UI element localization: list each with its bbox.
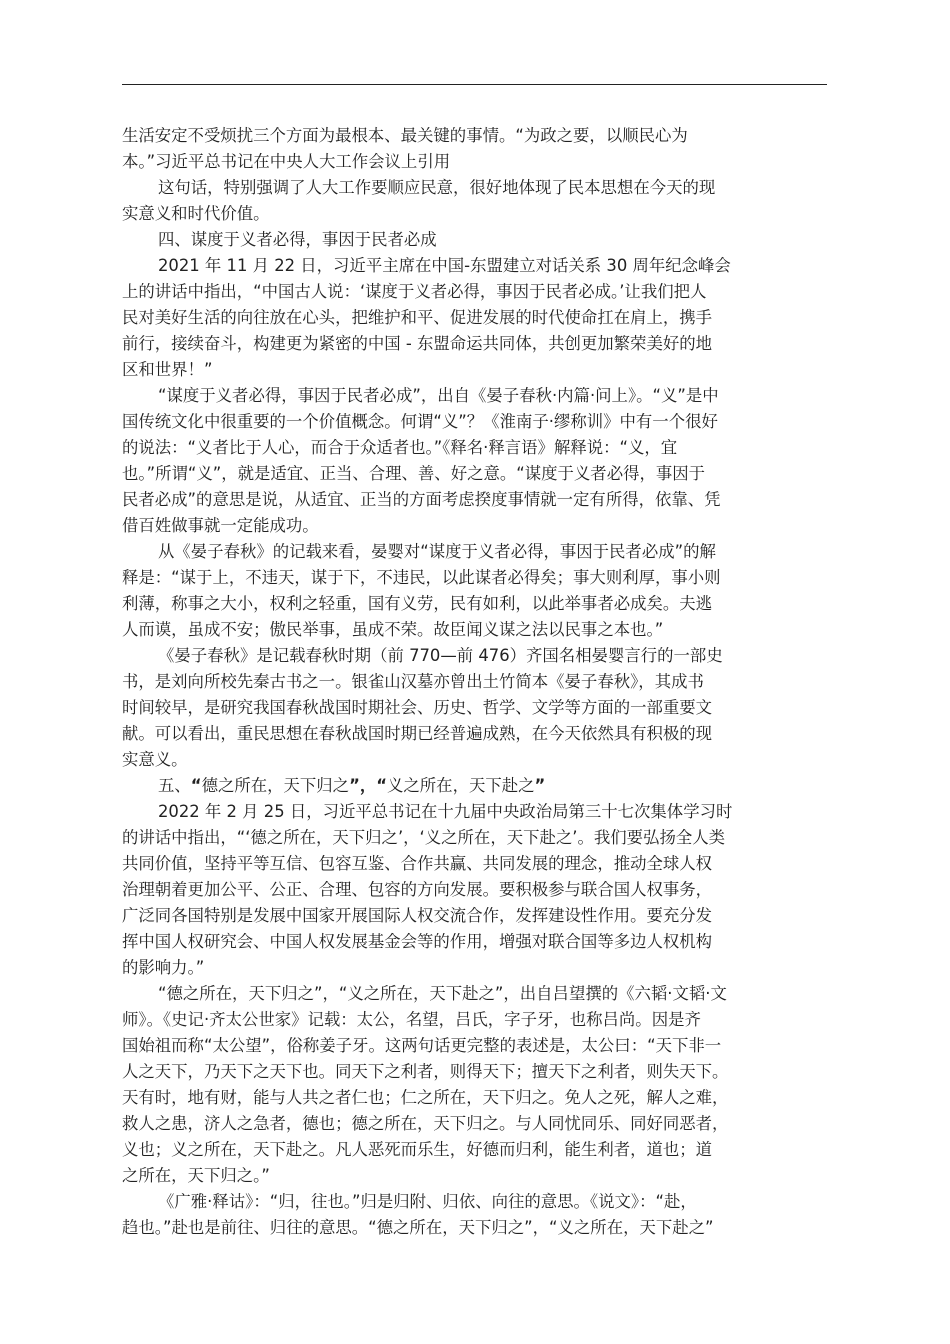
text-line: 民对美好生活的向往放在心头，把维护和平、促进发展的时代使命扛在肩上，携手 (122, 308, 713, 327)
text-line: 共同价值，坚持平等互信、包容互鉴、合作共赢、共同发展的理念，推动全球人权 (122, 854, 713, 873)
text-line: 献。可以看出，重民思想在春秋战国时期已经普遍成熟，在今天依然具有积极的现 (122, 724, 713, 743)
text-line: 2022 年 2 月 25 日，习近平总书记在十九届中央政治局第三十七次集体学习时 (158, 802, 733, 821)
text-line: 之所在，天下归之。” (122, 1166, 270, 1185)
text-line: 的影响力。” (122, 958, 205, 977)
text-line: 实意义和时代价值。 (122, 204, 270, 223)
quote-open: “ (190, 776, 202, 795)
text-line: “谋度于义者必得，事因于民者必成”，出自《晏子春秋·内篇·问上》。“义”是中 (158, 386, 719, 405)
quote-separator: ”，“ (349, 776, 388, 795)
section-prefix: 五、 (158, 776, 191, 795)
quote-close: ” (534, 776, 546, 795)
header-rule (122, 84, 827, 85)
text-line: 天有时，地有财，能与人共之者仁也；仁之所在，天下归之。免人之死，解人之难， (122, 1088, 729, 1107)
text-line: 四、谋度于义者必得，事因于民者必成 (158, 230, 437, 249)
document-body (122, 123, 827, 1241)
text-line: 国传统文化中很重要的一个价值概念。何谓“义”？《淮南子·缪称训》中有一个很好 (122, 412, 718, 431)
text-line: 治理朝着更加公平、公正、合理、包容的方向发展。要积极参与联合国人权事务， (122, 880, 713, 899)
text-line: 人之天下，乃天下之天下也。同天下之利者，则得天下；擅天下之利者，则失天下。 (122, 1062, 729, 1081)
text-line: 救人之患，济人之急者，德也；德之所在，天下归之。与人同忧同乐、同好同恶者， (122, 1114, 729, 1133)
text-line: 生活安定不受烦扰三个方面为最根本、最关键的事情。“为政之要，以顺民心为 (122, 126, 688, 145)
text-line: 实意义。 (122, 750, 188, 769)
text-line: 上的讲话中指出，“中国古人说：‘谋度于义者必得，事因于民者必成。’让我们把人 (122, 282, 707, 301)
text-line: 这句话，特别强调了人大工作要顺应民意，很好地体现了民本思想在今天的现 (158, 178, 716, 197)
section-quote-2: 义之所在，天下赴之 (387, 776, 535, 795)
text-line: 前行，接续奋斗，构建更为紧密的中国 - 东盟命运共同体，共创更加繁荣美好的地 (122, 334, 713, 353)
text-line: 从《晏子春秋》的记载来看，晏婴对“谋度于义者必得，事因于民者必成”的解 (158, 542, 716, 561)
text-line: 的说法：“义者比于人心，而合于众适者也。”《释名·释言语》解释说：“义，宜 (122, 438, 678, 457)
text-line: 时间较早，是研究我国春秋战国时期社会、历史、哲学、文学等方面的一部重要文 (122, 698, 713, 717)
section-quote-1: 德之所在，天下归之 (201, 776, 350, 795)
text-line: 广泛同各国特别是发展中国家开展国际人权交流合作，发挥建设性作用。要充分发 (122, 906, 713, 925)
text-line: 师》。《史记·齐太公世家》记载：太公，名望，吕氏，字子牙，也称吕尚。因是齐 (122, 1010, 701, 1029)
text-line: 区和世界！” (122, 360, 213, 379)
text-line: 义也；义之所在，天下赴之。凡人恶死而乐生，好德而归利，能生利者，道也；道 (122, 1140, 713, 1159)
text-line: 2021 年 11 月 22 日，习近平主席在中国-东盟建立对话关系 30 周年纪念峰会 (158, 256, 731, 275)
text-line: 民者必成”的意思是说，从适宜、正当的方面考虑揆度事情就一定有所得，依靠、凭 (122, 490, 721, 509)
text-line: 挥中国人权研究会、中国人权发展基金会等的作用，增强对联合国等多边人权机构 (122, 932, 713, 951)
text-line: 借百姓做事就一定能成功。 (122, 516, 319, 535)
text-line: 《晏子春秋》是记载春秋时期（前 770—前 476）齐国名相晏婴言行的一部史 (158, 646, 723, 665)
text-line: 人而谟，虽成不安；傲民举事，虽成不荣。故臣闻义谋之法以民事之本也。” (122, 620, 664, 639)
text-line: 利薄，称事之大小，权利之轻重，国有义劳，民有如利，以此举事者必成矣。夫逃 (122, 594, 713, 613)
text-line: 趋也。”赴也是前往、归往的意思。“德之所在，天下归之”，“义之所在，天下赴之” (122, 1218, 714, 1237)
text-line: 国始祖而称“太公望”，俗称姜子牙。这两句话更完整的表述是，太公曰：“天下非一 (122, 1036, 722, 1055)
text-line: 书，是刘向所校先秦古书之一。银雀山汉墓亦曾出土竹简本《晏子春秋》，其成书 (122, 672, 704, 691)
text-line: “德之所在，天下归之”，“义之所在，天下赴之”，出自吕望撰的《六韬·文韬·文 (158, 984, 727, 1003)
text-line: 的讲话中指出，“‘德之所在，天下归之’，‘义之所在，天下赴之’。我们要弘扬全人类 (122, 828, 726, 847)
text-line: 本。”习近平总书记在中央人大工作会议上引用 (122, 152, 451, 171)
text-line: 《广雅·释诂》：“归，往也。”归是归附、归依、向往的意思。《说文》：“赴， (158, 1192, 697, 1211)
section-heading-five (122, 773, 827, 799)
paragraph-block-1 (122, 123, 827, 773)
paragraph-block-2 (122, 799, 827, 1241)
text-line: 释是：“谋于上，不违天，谋于下，不违民，以此谋者必得矣；事大则利厚，事小则 (122, 568, 721, 587)
text-line: 也。”所谓“义”，就是适宜、正当、合理、善、好之意。“谋度于义者必得，事因于 (122, 464, 706, 483)
